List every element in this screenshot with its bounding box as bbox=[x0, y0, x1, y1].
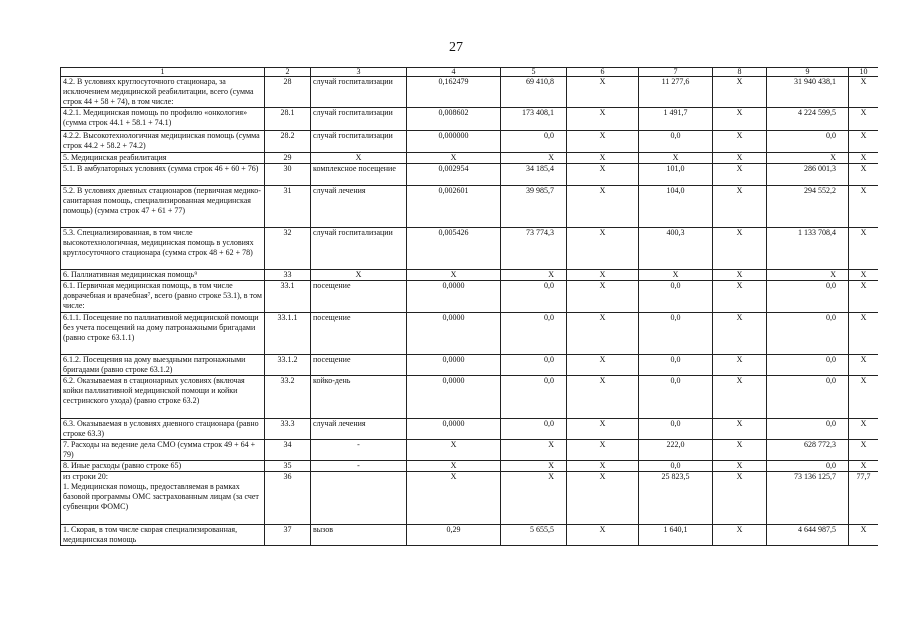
cell-c5: 0,0 bbox=[501, 419, 567, 440]
cell-name: 6.2. Оказываемая в стационарных условиях (включая койки паллиативной медицинской помощи и койки сестринского ухода) (равно строке 63.2) bbox=[61, 376, 265, 419]
cell-unit: - bbox=[311, 440, 407, 461]
cell-c6: X bbox=[567, 131, 639, 153]
cell-name: 4.2.2. Высокотехнологичная медицинская помощь (сумма строк 44.2 + 58.2 + 74.2) bbox=[61, 131, 265, 153]
cell-c6: X bbox=[567, 472, 639, 525]
table-row bbox=[61, 525, 879, 546]
cell-c10: X bbox=[849, 153, 879, 164]
cell-name: 7. Расходы на ведение дела СМО (сумма строк 49 + 64 + 79) bbox=[61, 440, 265, 461]
cell-c10: X bbox=[849, 131, 879, 153]
cell-c9: 4 644 987,5 bbox=[767, 525, 849, 546]
table-row bbox=[61, 472, 879, 525]
cell-c8: X bbox=[713, 376, 767, 419]
cell-c4: X bbox=[407, 440, 501, 461]
cell-unit: случай госпитализации bbox=[311, 131, 407, 153]
cell-c5: X bbox=[501, 472, 567, 525]
cell-line: 33.3 bbox=[265, 419, 311, 440]
cell-line: 34 bbox=[265, 440, 311, 461]
cell-c8: X bbox=[713, 525, 767, 546]
cell-c9: X bbox=[767, 153, 849, 164]
cell-c5: 69 410,8 bbox=[501, 77, 567, 108]
cell-c9: 73 136 125,7 bbox=[767, 472, 849, 525]
cell-c6: X bbox=[567, 228, 639, 270]
cell-c8: X bbox=[713, 164, 767, 186]
cell-unit: - bbox=[311, 461, 407, 472]
cell-name: 6.1. Первичная медицинская помощь, в том числе доврачебная и врачебная⁷, всего (равно строке 53.1), в том числе: bbox=[61, 281, 265, 313]
cell-c7: 0,0 bbox=[639, 419, 713, 440]
cell-c9: 0,0 bbox=[767, 131, 849, 153]
table-row bbox=[61, 355, 879, 376]
cell-unit: X bbox=[311, 270, 407, 281]
cell-c8: X bbox=[713, 270, 767, 281]
cell-c9: 286 001,3 bbox=[767, 164, 849, 186]
cell-c9: 294 552,2 bbox=[767, 186, 849, 228]
cell-c7: 0,0 bbox=[639, 461, 713, 472]
cell-line: 28.2 bbox=[265, 131, 311, 153]
cell-c5: 0,0 bbox=[501, 131, 567, 153]
cell-unit: случай лечения bbox=[311, 186, 407, 228]
cell-c4: 0,0000 bbox=[407, 376, 501, 419]
header-cell: 5 bbox=[501, 68, 567, 77]
cell-c5: 73 774,3 bbox=[501, 228, 567, 270]
cell-line: 28 bbox=[265, 77, 311, 108]
data-table bbox=[60, 67, 878, 546]
cell-line: 29 bbox=[265, 153, 311, 164]
cell-c6: X bbox=[567, 270, 639, 281]
table-row bbox=[61, 419, 879, 440]
cell-c10: X bbox=[849, 270, 879, 281]
cell-line: 33.1 bbox=[265, 281, 311, 313]
cell-line: 31 bbox=[265, 186, 311, 228]
cell-c4: 0,0000 bbox=[407, 419, 501, 440]
cell-c7: 104,0 bbox=[639, 186, 713, 228]
cell-line: 35 bbox=[265, 461, 311, 472]
cell-c5: 0,0 bbox=[501, 376, 567, 419]
cell-c7: X bbox=[639, 153, 713, 164]
cell-c9: 1 133 708,4 bbox=[767, 228, 849, 270]
cell-c7: 400,3 bbox=[639, 228, 713, 270]
cell-c7: 0,0 bbox=[639, 281, 713, 313]
header-row bbox=[61, 68, 879, 77]
header-cell: 1 bbox=[61, 68, 265, 77]
cell-c6: X bbox=[567, 108, 639, 131]
cell-c8: X bbox=[713, 186, 767, 228]
cell-c4: 0,002601 bbox=[407, 186, 501, 228]
cell-c9: 0,0 bbox=[767, 355, 849, 376]
cell-c8: X bbox=[713, 153, 767, 164]
cell-c4: 0,29 bbox=[407, 525, 501, 546]
table-row bbox=[61, 77, 879, 108]
cell-unit: койко-день bbox=[311, 376, 407, 419]
cell-c8: X bbox=[713, 228, 767, 270]
table-row bbox=[61, 281, 879, 313]
cell-name: 6.3. Оказываемая в условиях дневного стационара (равно строке 63.3) bbox=[61, 419, 265, 440]
cell-c4: X bbox=[407, 461, 501, 472]
cell-c8: X bbox=[713, 108, 767, 131]
cell-c10: X bbox=[849, 164, 879, 186]
cell-c10: X bbox=[849, 419, 879, 440]
cell-unit: комплексное посещение bbox=[311, 164, 407, 186]
cell-c5: X bbox=[501, 153, 567, 164]
table-row bbox=[61, 440, 879, 461]
header-cell: 3 bbox=[311, 68, 407, 77]
cell-name: 5.1. В амбулаторных условиях (сумма строк 46 + 60 + 76) bbox=[61, 164, 265, 186]
cell-name: из строки 20: 1. Медицинская помощь, предоставляемая в рамках базовой программы ОМС застрахованным лицам (за счет субвенции ФОМС) bbox=[61, 472, 265, 525]
cell-c6: X bbox=[567, 525, 639, 546]
cell-c7: X bbox=[639, 270, 713, 281]
cell-name: 5.3. Специализированная, в том числе высокотехнологичная, медицинская помощь в условиях круглосуточного стационара (сумма строк 48 + 62 + 78) bbox=[61, 228, 265, 270]
cell-c4: 0,008602 bbox=[407, 108, 501, 131]
cell-unit: посещение bbox=[311, 313, 407, 355]
header-cell: 6 bbox=[567, 68, 639, 77]
header-cell: 8 bbox=[713, 68, 767, 77]
cell-unit: X bbox=[311, 153, 407, 164]
cell-c10: X bbox=[849, 355, 879, 376]
cell-c5: X bbox=[501, 461, 567, 472]
cell-line: 37 bbox=[265, 525, 311, 546]
cell-c6: X bbox=[567, 313, 639, 355]
header-cell: 9 bbox=[767, 68, 849, 77]
cell-c7: 1 640,1 bbox=[639, 525, 713, 546]
cell-c6: X bbox=[567, 440, 639, 461]
cell-name: 1. Скорая, в том числе скорая специализированная, медицинская помощь bbox=[61, 525, 265, 546]
cell-c6: X bbox=[567, 376, 639, 419]
cell-name: 6.1.2. Посещения на дому выездными патронажными бригадами (равно строке 63.1.2) bbox=[61, 355, 265, 376]
cell-c10: X bbox=[849, 313, 879, 355]
cell-c4: 0,162479 bbox=[407, 77, 501, 108]
cell-c5: 39 985,7 bbox=[501, 186, 567, 228]
cell-c4: 0,005426 bbox=[407, 228, 501, 270]
cell-c9: 4 224 599,5 bbox=[767, 108, 849, 131]
cell-c10: X bbox=[849, 108, 879, 131]
cell-c5: 0,0 bbox=[501, 313, 567, 355]
cell-c10: X bbox=[849, 525, 879, 546]
cell-c6: X bbox=[567, 186, 639, 228]
cell-c7: 11 277,6 bbox=[639, 77, 713, 108]
cell-c5: 5 655,5 bbox=[501, 525, 567, 546]
cell-c9: 0,0 bbox=[767, 419, 849, 440]
cell-c8: X bbox=[713, 281, 767, 313]
cell-line: 33.2 bbox=[265, 376, 311, 419]
cell-c8: X bbox=[713, 77, 767, 108]
cell-c8: X bbox=[713, 131, 767, 153]
table-row bbox=[61, 153, 879, 164]
cell-name: 4.2. В условиях круглосуточного стационара, за исключением медицинской реабилитации, всего (сумма строк 44 + 58 + 74), в том числе: bbox=[61, 77, 265, 108]
cell-c4: X bbox=[407, 270, 501, 281]
header-cell: 2 bbox=[265, 68, 311, 77]
cell-c9: 31 940 438,1 bbox=[767, 77, 849, 108]
table-row bbox=[61, 108, 879, 131]
table-row bbox=[61, 461, 879, 472]
cell-c7: 0,0 bbox=[639, 131, 713, 153]
cell-c8: X bbox=[713, 440, 767, 461]
table-row bbox=[61, 186, 879, 228]
cell-c9: 628 772,3 bbox=[767, 440, 849, 461]
cell-line: 33 bbox=[265, 270, 311, 281]
table-row bbox=[61, 376, 879, 419]
cell-c6: X bbox=[567, 281, 639, 313]
cell-name: 5.2. В условиях дневных стационаров (первичная медико-санитарная помощь, специализированная медицинская помощь) (сумма строк 47 + 61 + 77) bbox=[61, 186, 265, 228]
cell-c4: X bbox=[407, 472, 501, 525]
cell-c4: X bbox=[407, 153, 501, 164]
cell-c6: X bbox=[567, 77, 639, 108]
cell-c10: X bbox=[849, 461, 879, 472]
cell-line: 32 bbox=[265, 228, 311, 270]
cell-c10: X bbox=[849, 376, 879, 419]
page-number: 27 bbox=[449, 40, 463, 55]
table-row bbox=[61, 164, 879, 186]
cell-c8: X bbox=[713, 313, 767, 355]
table-row bbox=[61, 131, 879, 153]
cell-c5: 0,0 bbox=[501, 281, 567, 313]
header-cell: 4 bbox=[407, 68, 501, 77]
cell-c10: X bbox=[849, 228, 879, 270]
cell-name: 6.1.1. Посещение по паллиативной медицинской помощи без учета посещений на дому патронажными бригадами (равно строке 63.1.1) bbox=[61, 313, 265, 355]
cell-c9: 0,0 bbox=[767, 461, 849, 472]
cell-c7: 0,0 bbox=[639, 355, 713, 376]
cell-c6: X bbox=[567, 164, 639, 186]
cell-c7: 1 491,7 bbox=[639, 108, 713, 131]
cell-c8: X bbox=[713, 419, 767, 440]
cell-c6: X bbox=[567, 419, 639, 440]
cell-c10: 77,7 bbox=[849, 472, 879, 525]
cell-unit: посещение bbox=[311, 355, 407, 376]
cell-c9: 0,0 bbox=[767, 281, 849, 313]
cell-c7: 222,0 bbox=[639, 440, 713, 461]
cell-c8: X bbox=[713, 355, 767, 376]
cell-c5: 173 408,1 bbox=[501, 108, 567, 131]
cell-c10: X bbox=[849, 440, 879, 461]
cell-line: 28.1 bbox=[265, 108, 311, 131]
cell-unit: посещение bbox=[311, 281, 407, 313]
cell-unit: вызов bbox=[311, 525, 407, 546]
cell-c9: X bbox=[767, 270, 849, 281]
cell-unit: случай лечения bbox=[311, 419, 407, 440]
table-row bbox=[61, 313, 879, 355]
cell-line: 30 bbox=[265, 164, 311, 186]
cell-name: 4.2.1. Медицинская помощь по профилю «онкология» (сумма строк 44.1 + 58.1 + 74.1) bbox=[61, 108, 265, 131]
cell-c5: X bbox=[501, 440, 567, 461]
cell-line: 36 bbox=[265, 472, 311, 525]
header-cell: 7 bbox=[639, 68, 713, 77]
cell-line: 33.1.1 bbox=[265, 313, 311, 355]
cell-c4: 0,0000 bbox=[407, 313, 501, 355]
table-row bbox=[61, 228, 879, 270]
cell-c5: X bbox=[501, 270, 567, 281]
cell-c7: 0,0 bbox=[639, 376, 713, 419]
cell-c10: X bbox=[849, 281, 879, 313]
cell-c4: 0,0000 bbox=[407, 281, 501, 313]
cell-c4: 0,000000 bbox=[407, 131, 501, 153]
cell-unit bbox=[311, 472, 407, 525]
cell-c6: X bbox=[567, 461, 639, 472]
cell-c5: 34 185,4 bbox=[501, 164, 567, 186]
cell-c6: X bbox=[567, 355, 639, 376]
cell-name: 6. Паллиативная медицинская помощь⁹ bbox=[61, 270, 265, 281]
cell-c7: 101,0 bbox=[639, 164, 713, 186]
table-container bbox=[60, 67, 878, 579]
cell-c5: 0,0 bbox=[501, 355, 567, 376]
cell-unit: случай госпитализации bbox=[311, 228, 407, 270]
header-cell: 10 bbox=[849, 68, 879, 77]
cell-c7: 25 823,5 bbox=[639, 472, 713, 525]
cell-line: 33.1.2 bbox=[265, 355, 311, 376]
cell-c4: 0,002954 bbox=[407, 164, 501, 186]
cell-c9: 0,0 bbox=[767, 376, 849, 419]
cell-c8: X bbox=[713, 461, 767, 472]
cell-c9: 0,0 bbox=[767, 313, 849, 355]
cell-unit: случай госпитализации bbox=[311, 77, 407, 108]
cell-name: 5. Медицинская реабилитация bbox=[61, 153, 265, 164]
cell-c10: X bbox=[849, 77, 879, 108]
cell-name: 8. Иные расходы (равно строке 65) bbox=[61, 461, 265, 472]
cell-unit: случай госпитализации bbox=[311, 108, 407, 131]
table-row bbox=[61, 270, 879, 281]
cell-c4: 0,0000 bbox=[407, 355, 501, 376]
cell-c8: X bbox=[713, 472, 767, 525]
cell-c10: X bbox=[849, 186, 879, 228]
cell-c7: 0,0 bbox=[639, 313, 713, 355]
cell-c6: X bbox=[567, 153, 639, 164]
